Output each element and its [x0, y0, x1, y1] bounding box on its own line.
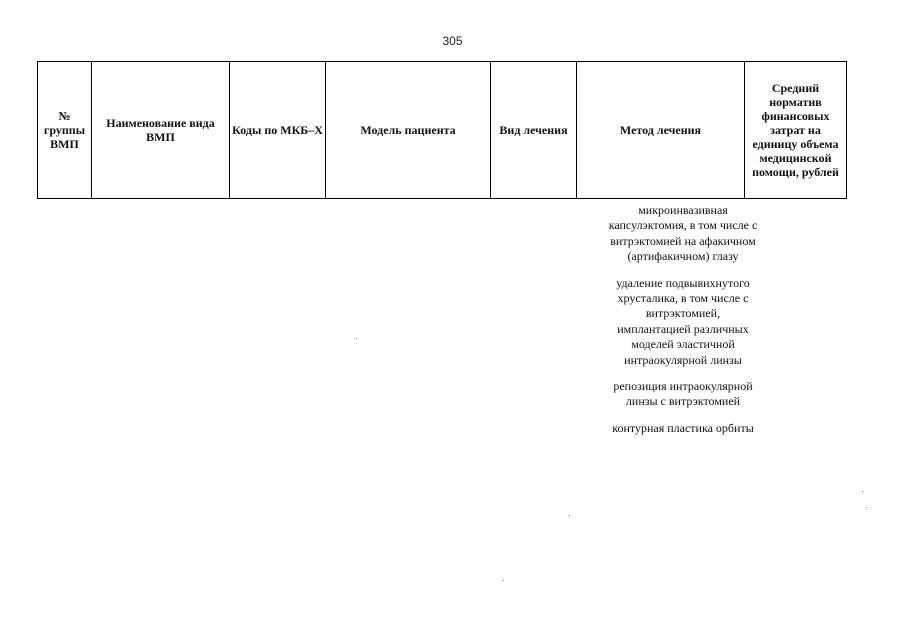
- header-table: [37, 61, 847, 199]
- header-treatment-type: Вид лечения: [491, 62, 577, 199]
- header-vmp-name: Наименование вида ВМП: [92, 62, 230, 199]
- header-patient-model: Модель пациента: [326, 62, 491, 199]
- scan-speck: [862, 491, 863, 492]
- method-item: репозиция интраокулярной линзы с витрэктомией: [613, 379, 753, 409]
- header-group-number: № группы ВМП: [38, 62, 92, 199]
- method-item: микроинвазивная капсулэктомия, в том числе с витрэктомией на афакичном (артифакичном) глазу: [608, 203, 758, 264]
- header-icd-codes: Коды по МКБ–Х: [230, 62, 326, 199]
- header-treatment-method: Метод лечения: [577, 62, 745, 199]
- header-row: [38, 62, 847, 199]
- scan-speck: [356, 338, 357, 339]
- method-item: контурная пластика орбиты: [612, 420, 754, 435]
- treatment-methods-column: [608, 203, 758, 447]
- header-cost-standard: Средний норматив финансовых затрат на единицу объема медицинской помощи, рублей: [745, 62, 847, 199]
- scan-speck: [866, 507, 867, 508]
- page-number: 305: [442, 34, 463, 48]
- scan-speck: [503, 580, 504, 581]
- scan-speck: [569, 515, 570, 516]
- method-item: удаление подвывихнутого хрусталика, в том числе с витрэктомией, имплантацией различных моделей эластичной интраокулярной линзы: [616, 275, 750, 367]
